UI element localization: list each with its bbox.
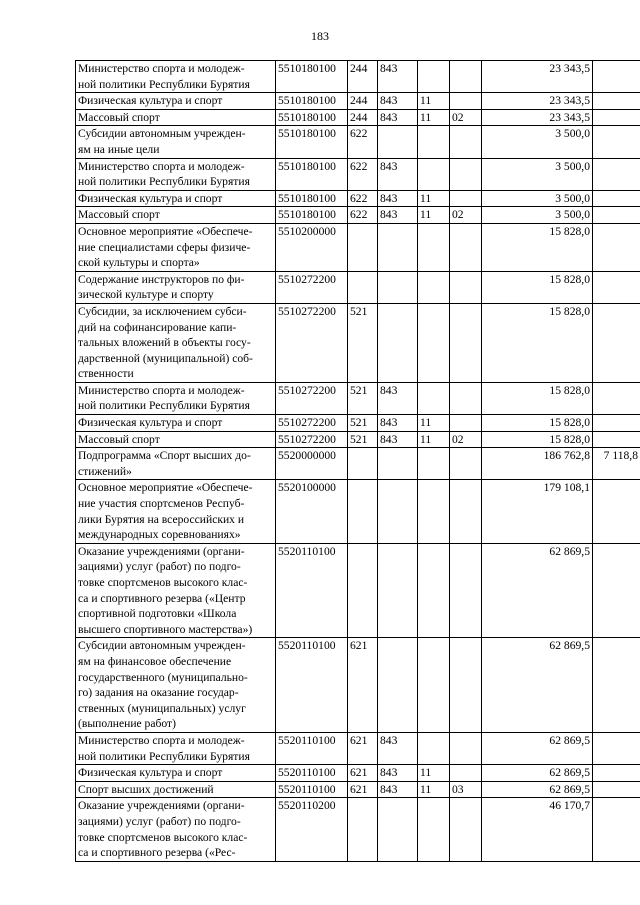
row-target-code: 5520000000 [276, 448, 348, 480]
table-row [76, 732, 640, 764]
row-section: 11 [418, 415, 450, 432]
row-name: Физическая культура и спорт [76, 765, 276, 782]
table-row [76, 190, 640, 207]
row-target-code: 5510180100 [276, 93, 348, 110]
row-section [418, 223, 450, 271]
row-amount: 23 343,5 [482, 93, 593, 110]
row-amount: 62 869,5 [482, 543, 593, 638]
table-row [76, 303, 640, 382]
row-amount: 179 108,1 [482, 480, 593, 543]
row-amount: 23 343,5 [482, 109, 593, 126]
row-amount-extra [593, 109, 640, 126]
row-subsection [450, 543, 482, 638]
row-amount-extra [593, 781, 640, 798]
row-ministry-code [378, 448, 418, 480]
row-expense-type: 244 [348, 61, 378, 93]
row-amount-extra [593, 223, 640, 271]
row-subsection [450, 765, 482, 782]
table-body [76, 61, 640, 862]
row-amount-extra [593, 271, 640, 303]
row-expense-type [348, 543, 378, 638]
row-target-code: 5520110100 [276, 638, 348, 733]
row-section: 11 [418, 207, 450, 224]
row-name: Основное мероприятие «Обеспече- ние участия спортсменов Респуб- лики Бурятия на всероссийских и международных соревнованиях» [76, 480, 276, 543]
table-row [76, 382, 640, 414]
row-amount: 62 869,5 [482, 732, 593, 764]
row-subsection: 02 [450, 109, 482, 126]
row-subsection [450, 223, 482, 271]
row-section: 11 [418, 190, 450, 207]
row-amount-extra [593, 190, 640, 207]
row-amount: 23 343,5 [482, 61, 593, 93]
row-amount: 15 828,0 [482, 303, 593, 382]
row-name: Министерство спорта и молодеж- ной политики Республики Бурятия [76, 732, 276, 764]
row-expense-type: 521 [348, 431, 378, 448]
row-amount: 3 500,0 [482, 207, 593, 224]
row-subsection [450, 638, 482, 733]
row-expense-type: 521 [348, 303, 378, 382]
row-amount-extra [593, 431, 640, 448]
row-ministry-code: 843 [378, 61, 418, 93]
row-section [418, 382, 450, 414]
row-name: Физическая культура и спорт [76, 190, 276, 207]
row-ministry-code: 843 [378, 190, 418, 207]
row-amount: 62 869,5 [482, 638, 593, 733]
row-amount: 15 828,0 [482, 382, 593, 414]
row-target-code: 5510180100 [276, 126, 348, 158]
row-ministry-code: 843 [378, 415, 418, 432]
table-row [76, 543, 640, 638]
row-target-code: 5510272200 [276, 415, 348, 432]
row-subsection [450, 798, 482, 861]
row-expense-type [348, 271, 378, 303]
row-ministry-code [378, 798, 418, 861]
row-amount: 3 500,0 [482, 190, 593, 207]
row-expense-type: 621 [348, 732, 378, 764]
row-section [418, 61, 450, 93]
table-row [76, 765, 640, 782]
table-row [76, 798, 640, 861]
table-row [76, 271, 640, 303]
row-section [418, 798, 450, 861]
row-section [418, 303, 450, 382]
row-subsection [450, 61, 482, 93]
row-expense-type: 521 [348, 415, 378, 432]
row-name: Оказание учреждениями (органи- зациями) услуг (работ) по подго- товке спортсменов высокого клас- са и спортивного резерва («Рес- [76, 798, 276, 861]
row-amount-extra [593, 126, 640, 158]
page-number: 183 [311, 29, 329, 43]
table-row [76, 223, 640, 271]
row-expense-type: 621 [348, 765, 378, 782]
row-section [418, 732, 450, 764]
row-target-code: 5510200000 [276, 223, 348, 271]
table-row [76, 415, 640, 432]
row-target-code: 5510180100 [276, 158, 348, 190]
table-row [76, 126, 640, 158]
row-ministry-code [378, 480, 418, 543]
row-subsection [450, 93, 482, 110]
row-expense-type: 622 [348, 158, 378, 190]
row-section [418, 126, 450, 158]
row-name: Массовый спорт [76, 431, 276, 448]
row-amount: 62 869,5 [482, 765, 593, 782]
row-amount-extra [593, 93, 640, 110]
row-section: 11 [418, 781, 450, 798]
row-name: Субсидии автономным учрежден- ям на финансовое обеспечение государственного (муниципально- го) задания на оказание государ- ственных (муниципальных) услуг (выполнение работ) [76, 638, 276, 733]
row-ministry-code: 843 [378, 207, 418, 224]
row-target-code: 5510272200 [276, 382, 348, 414]
row-amount-extra [593, 158, 640, 190]
budget-table [75, 60, 640, 862]
table-row [76, 448, 640, 480]
row-amount-extra [593, 543, 640, 638]
row-target-code: 5510272200 [276, 303, 348, 382]
row-amount-extra [593, 415, 640, 432]
row-ministry-code: 843 [378, 732, 418, 764]
row-section [418, 448, 450, 480]
row-name: Основное мероприятие «Обеспече- ние специалистами сферы физиче- ской культуры и спорта» [76, 223, 276, 271]
row-amount: 15 828,0 [482, 223, 593, 271]
row-ministry-code: 843 [378, 158, 418, 190]
row-target-code: 5510272200 [276, 431, 348, 448]
row-target-code: 5520110100 [276, 781, 348, 798]
row-name: Физическая культура и спорт [76, 93, 276, 110]
row-target-code: 5520100000 [276, 480, 348, 543]
row-ministry-code: 843 [378, 765, 418, 782]
row-ministry-code [378, 303, 418, 382]
row-name: Оказание учреждениями (органи- зациями) услуг (работ) по подго- товке спортсменов высокого клас- са и спортивного резерва («Центр спортивной подготовки «Школа высшего спортивного мастерства») [76, 543, 276, 638]
row-name: Подпрограмма «Спорт высших до- стижений» [76, 448, 276, 480]
row-ministry-code [378, 543, 418, 638]
row-amount-extra [593, 732, 640, 764]
row-section [418, 158, 450, 190]
row-expense-type: 621 [348, 638, 378, 733]
row-subsection [450, 126, 482, 158]
row-amount-extra [593, 303, 640, 382]
row-amount: 46 170,7 [482, 798, 593, 861]
row-amount: 62 869,5 [482, 781, 593, 798]
row-section [418, 271, 450, 303]
row-expense-type [348, 798, 378, 861]
table-row [76, 61, 640, 93]
row-ministry-code [378, 271, 418, 303]
table-row [76, 781, 640, 798]
table-row [76, 431, 640, 448]
row-section: 11 [418, 431, 450, 448]
row-section: 11 [418, 765, 450, 782]
row-amount: 15 828,0 [482, 431, 593, 448]
row-subsection [450, 271, 482, 303]
table-row [76, 93, 640, 110]
row-ministry-code: 843 [378, 382, 418, 414]
row-expense-type: 622 [348, 190, 378, 207]
row-section [418, 638, 450, 733]
row-subsection [450, 382, 482, 414]
row-target-code: 5520110100 [276, 765, 348, 782]
row-amount-extra [593, 480, 640, 543]
row-target-code: 5510180100 [276, 190, 348, 207]
row-section [418, 480, 450, 543]
row-target-code: 5510180100 [276, 207, 348, 224]
row-ministry-code [378, 638, 418, 733]
row-subsection: 02 [450, 207, 482, 224]
row-amount: 15 828,0 [482, 415, 593, 432]
row-name: Субсидии автономным учрежден- ям на иные цели [76, 126, 276, 158]
row-target-code: 5520110100 [276, 543, 348, 638]
row-target-code: 5520110200 [276, 798, 348, 861]
row-name: Министерство спорта и молодеж- ной политики Республики Бурятия [76, 158, 276, 190]
row-amount: 3 500,0 [482, 158, 593, 190]
row-subsection [450, 190, 482, 207]
row-section: 11 [418, 109, 450, 126]
row-expense-type: 622 [348, 207, 378, 224]
row-subsection [450, 480, 482, 543]
row-name: Содержание инструкторов по фи- зической культуре и спорту [76, 271, 276, 303]
row-amount-extra: 7 118,8 [593, 448, 640, 480]
row-target-code: 5520110100 [276, 732, 348, 764]
row-expense-type: 622 [348, 126, 378, 158]
row-expense-type [348, 448, 378, 480]
row-expense-type: 244 [348, 109, 378, 126]
row-subsection [450, 732, 482, 764]
row-ministry-code: 843 [378, 93, 418, 110]
table-row [76, 207, 640, 224]
row-amount-extra [593, 382, 640, 414]
row-subsection [450, 415, 482, 432]
row-ministry-code [378, 126, 418, 158]
row-subsection: 02 [450, 431, 482, 448]
table-row [76, 158, 640, 190]
table-row [76, 109, 640, 126]
row-name: Физическая культура и спорт [76, 415, 276, 432]
row-section [418, 543, 450, 638]
row-section: 11 [418, 93, 450, 110]
row-name: Спорт высших достижений [76, 781, 276, 798]
row-amount-extra [593, 798, 640, 861]
row-expense-type: 521 [348, 382, 378, 414]
row-expense-type [348, 223, 378, 271]
row-target-code: 5510272200 [276, 271, 348, 303]
row-ministry-code [378, 223, 418, 271]
table-row [76, 638, 640, 733]
row-amount-extra [593, 207, 640, 224]
row-amount: 3 500,0 [482, 126, 593, 158]
table-row [76, 480, 640, 543]
row-amount: 186 762,8 [482, 448, 593, 480]
row-target-code: 5510180100 [276, 61, 348, 93]
row-target-code: 5510180100 [276, 109, 348, 126]
row-expense-type: 621 [348, 781, 378, 798]
row-name: Массовый спорт [76, 207, 276, 224]
row-ministry-code: 843 [378, 431, 418, 448]
row-amount: 15 828,0 [482, 271, 593, 303]
row-subsection: 03 [450, 781, 482, 798]
row-name: Субсидии, за исключением субси- дий на софинансирование капи- тальных вложений в объекты госу- дарственной (муниципальной) соб- ственности [76, 303, 276, 382]
row-subsection [450, 303, 482, 382]
row-name: Министерство спорта и молодеж- ной политики Республики Бурятия [76, 61, 276, 93]
row-subsection [450, 158, 482, 190]
row-subsection [450, 448, 482, 480]
row-amount-extra [593, 765, 640, 782]
row-expense-type [348, 480, 378, 543]
row-name: Массовый спорт [76, 109, 276, 126]
row-ministry-code: 843 [378, 109, 418, 126]
row-amount-extra [593, 638, 640, 733]
row-name: Министерство спорта и молодеж- ной политики Республики Бурятия [76, 382, 276, 414]
row-amount-extra [593, 61, 640, 93]
row-ministry-code: 843 [378, 781, 418, 798]
row-expense-type: 244 [348, 93, 378, 110]
